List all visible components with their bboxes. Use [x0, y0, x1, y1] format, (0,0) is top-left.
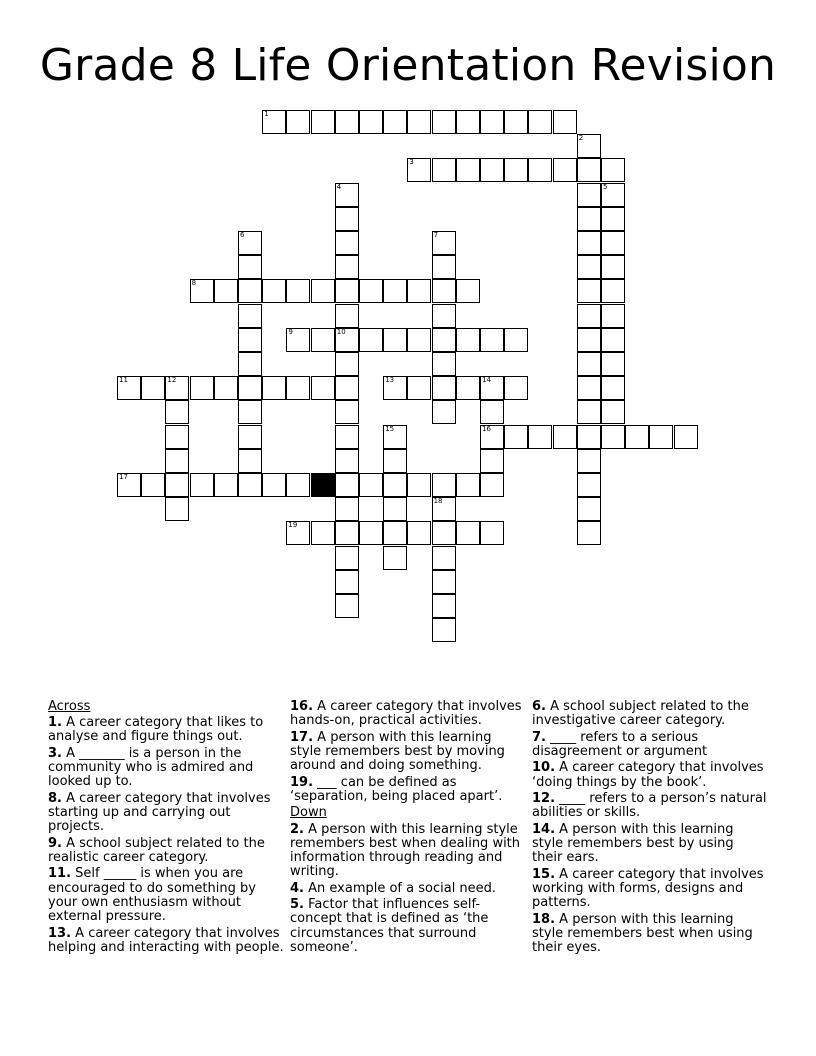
grid-cell[interactable] — [432, 497, 456, 521]
grid-cell[interactable] — [335, 304, 359, 328]
clue-number: 3 — [409, 158, 414, 167]
grid-cell[interactable] — [601, 304, 625, 328]
clue-number: 1 — [264, 110, 269, 118]
grid-cell[interactable] — [407, 328, 431, 352]
grid-cell[interactable] — [238, 279, 262, 303]
grid-cell[interactable] — [238, 400, 262, 424]
grid-cell[interactable] — [407, 521, 431, 545]
grid-cell[interactable] — [117, 473, 141, 497]
down-heading: Down — [290, 805, 327, 821]
grid-cell[interactable] — [407, 473, 431, 497]
grid-cell[interactable] — [456, 110, 480, 134]
grid-cell[interactable] — [432, 158, 456, 182]
grid-cell[interactable] — [504, 110, 528, 134]
clue-down-18: 18. A person with this learning style remembers best when using their eyes. — [532, 911, 753, 956]
clue-down-6: 6. A school subject related to the investigative career category. — [532, 699, 749, 729]
grid-cell[interactable] — [214, 473, 238, 497]
grid-cell[interactable] — [165, 400, 189, 424]
grid-cell[interactable] — [504, 425, 528, 449]
grid-cell[interactable] — [407, 376, 431, 400]
grid-cell[interactable] — [601, 425, 625, 449]
grid-cell[interactable] — [238, 255, 262, 279]
clue-down-2: 2. A person with this learning style remembers best when dealing with information through reading and writing. — [290, 821, 521, 880]
grid-cell[interactable] — [383, 497, 407, 521]
grid-cell[interactable] — [528, 110, 552, 134]
grid-cell[interactable] — [577, 497, 601, 521]
grid-cell[interactable] — [480, 110, 504, 134]
clue-down-12: 12. ____ refers to a person’s natural abilities or skills. — [532, 791, 767, 821]
clue-across-13: 13. A career category that involves helping and interacting with people. — [48, 925, 284, 955]
grid-cell[interactable] — [432, 328, 456, 352]
clue-across-8: 8. A career category that involves starting up and carrying out projects. — [48, 790, 271, 835]
grid-cell[interactable] — [238, 328, 262, 352]
grid-cell[interactable] — [432, 231, 456, 255]
clue-number: 13 — [385, 376, 395, 385]
grid-cell[interactable] — [141, 376, 165, 400]
grid-cell[interactable] — [432, 546, 456, 570]
grid-cell[interactable] — [190, 279, 214, 303]
grid-cell[interactable] — [432, 376, 456, 400]
clue-number: 7 — [433, 231, 439, 239]
grid-cell[interactable] — [577, 207, 601, 231]
grid-cell[interactable] — [165, 449, 189, 473]
grid-cell[interactable] — [165, 497, 189, 521]
grid-cell[interactable] — [480, 425, 504, 449]
grid-cell[interactable] — [577, 183, 601, 207]
grid-cell[interactable] — [311, 521, 335, 545]
grid-cell[interactable] — [335, 328, 359, 352]
clue-down-7: 7. ____ refers to a serious disagreement or argument — [532, 729, 708, 759]
clue-number: 11 — [119, 376, 128, 385]
grid-cell[interactable] — [577, 304, 601, 328]
clue-number: 10 — [336, 327, 346, 336]
grid-cell[interactable] — [577, 400, 601, 424]
grid-cell[interactable] — [432, 110, 456, 134]
grid-cell[interactable] — [214, 376, 238, 400]
grid-cell[interactable] — [456, 328, 480, 352]
grid-cell[interactable] — [601, 158, 625, 182]
grid-cell[interactable] — [335, 425, 359, 449]
grid-cell[interactable] — [165, 473, 189, 497]
grid-cell[interactable] — [238, 425, 262, 449]
grid-cell[interactable] — [238, 231, 262, 255]
grid-cell[interactable] — [262, 110, 286, 134]
grid-cell[interactable] — [190, 473, 214, 497]
grid-cell[interactable] — [577, 425, 601, 449]
grid-cell[interactable] — [432, 521, 456, 545]
grid-cell[interactable] — [286, 473, 310, 497]
grid-cell[interactable] — [311, 279, 335, 303]
grid-cell[interactable] — [553, 158, 577, 182]
grid-cell[interactable] — [504, 376, 528, 400]
grid-cell[interactable] — [432, 594, 456, 618]
clue-down-15: 15. A career category that involves working with forms, designs and patterns. — [532, 866, 764, 911]
grid-cell[interactable] — [262, 279, 286, 303]
grid-cell[interactable] — [335, 521, 359, 545]
grid-cell[interactable] — [601, 328, 625, 352]
clue-column-3 — [532, 700, 768, 958]
grid-cell[interactable] — [335, 570, 359, 594]
grid-cell[interactable] — [432, 279, 456, 303]
grid-cell[interactable] — [480, 400, 504, 424]
grid-cell[interactable] — [117, 376, 141, 400]
grid-cell[interactable] — [577, 134, 601, 158]
grid-cell[interactable] — [480, 521, 504, 545]
grid-cell[interactable] — [335, 400, 359, 424]
grid-cell[interactable] — [601, 207, 625, 231]
grid-cell[interactable] — [359, 521, 383, 545]
grid-cell[interactable] — [214, 279, 238, 303]
grid-cell[interactable] — [456, 279, 480, 303]
grid-cell[interactable] — [335, 594, 359, 618]
grid-cell[interactable] — [383, 110, 407, 134]
grid-cell[interactable] — [432, 570, 456, 594]
grid-cell[interactable] — [335, 352, 359, 376]
grid-cell[interactable] — [577, 279, 601, 303]
grid-cell[interactable] — [601, 400, 625, 424]
grid-cell[interactable] — [359, 328, 383, 352]
grid-cell[interactable] — [528, 158, 552, 182]
clue-across-17: 17. A person with this learning style remembers best by moving around and doing something. — [290, 729, 505, 774]
grid-cell[interactable] — [432, 352, 456, 376]
grid-cell[interactable] — [262, 473, 286, 497]
grid-cell[interactable] — [432, 473, 456, 497]
grid-cell[interactable] — [286, 279, 310, 303]
grid-cell[interactable] — [190, 376, 214, 400]
clue-across-19: 19. ___ can be defined as ‘separation, being placed apart’. — [290, 774, 503, 804]
grid-cell[interactable] — [238, 376, 262, 400]
grid-cell[interactable] — [577, 231, 601, 255]
grid-cell[interactable] — [456, 158, 480, 182]
grid-cell[interactable] — [335, 183, 359, 207]
grid-cell[interactable] — [383, 546, 407, 570]
clue-across-3: 3. A _______ is a person in the community who is admired and looked up to. — [48, 745, 254, 790]
grid-cell[interactable] — [407, 158, 431, 182]
grid-cell[interactable] — [577, 352, 601, 376]
grid-cell[interactable] — [359, 473, 383, 497]
page-title: Grade 8 Life Orientation Revision — [39, 40, 777, 91]
grid-cell[interactable] — [480, 158, 504, 182]
grid-cell[interactable] — [335, 497, 359, 521]
grid-cell[interactable] — [238, 304, 262, 328]
clue-number: 16 — [482, 424, 491, 433]
grid-cell[interactable] — [286, 521, 310, 545]
grid-cell[interactable] — [553, 110, 577, 134]
clue-across-16: 16. A career category that involves hands-on, practical activities. — [290, 699, 522, 729]
grid-cell[interactable] — [141, 473, 165, 497]
clue-across-1: 1. A career category that likes to analyse and figure things out. — [48, 715, 264, 745]
grid-cell[interactable] — [335, 231, 359, 255]
clue-down-14: 14. A person with this learning style remembers best by using their ears. — [532, 821, 734, 866]
grid-cell[interactable] — [238, 352, 262, 376]
grid-cell[interactable] — [383, 521, 407, 545]
grid-cell[interactable] — [601, 376, 625, 400]
grid-cell[interactable] — [432, 255, 456, 279]
grid-cell[interactable] — [383, 449, 407, 473]
grid-cell[interactable] — [480, 473, 504, 497]
grid-cell[interactable] — [383, 376, 407, 400]
grid-cell[interactable] — [456, 376, 480, 400]
grid-cell[interactable] — [335, 473, 359, 497]
clue-across-9: 9. A school subject related to the realistic career category. — [48, 835, 265, 865]
grid-cell[interactable] — [504, 158, 528, 182]
grid-cell[interactable] — [262, 376, 286, 400]
clue-number: 5 — [603, 182, 608, 191]
clue-number: 9 — [288, 327, 293, 336]
grid-cell[interactable] — [601, 279, 625, 303]
across-heading: Across — [48, 699, 91, 714]
grid-cell[interactable] — [407, 279, 431, 303]
grid-cell[interactable] — [165, 425, 189, 449]
grid-cell[interactable] — [335, 279, 359, 303]
clue-number: 2 — [578, 134, 584, 143]
grid-cell[interactable] — [286, 328, 310, 352]
grid-cell[interactable] — [432, 400, 456, 424]
grid-cell[interactable] — [335, 449, 359, 473]
clue-number: 8 — [191, 279, 197, 288]
grid-cell[interactable] — [286, 110, 310, 134]
grid-cell[interactable] — [480, 328, 504, 352]
grid-cell[interactable] — [432, 618, 456, 642]
grid-cell[interactable] — [311, 328, 335, 352]
grid-cell[interactable] — [601, 183, 625, 207]
grid-cell[interactable] — [359, 110, 383, 134]
grid-cell[interactable] — [480, 449, 504, 473]
grid-cell[interactable] — [577, 255, 601, 279]
grid-cell[interactable] — [335, 110, 359, 134]
grid-cell[interactable] — [674, 425, 698, 449]
grid-cell[interactable] — [432, 304, 456, 328]
clue-column-1 — [48, 700, 284, 957]
clue-column-2 — [290, 700, 522, 957]
grid-cell[interactable] — [383, 473, 407, 497]
grid-cell[interactable] — [528, 425, 552, 449]
grid-cell[interactable] — [456, 521, 480, 545]
grid-cell[interactable] — [649, 425, 673, 449]
grid-cell[interactable] — [335, 546, 359, 570]
clue-number: 18 — [433, 497, 443, 506]
grid-cell[interactable] — [335, 255, 359, 279]
grid-cell[interactable] — [456, 473, 480, 497]
grid-cell[interactable] — [383, 425, 407, 449]
grid-cell[interactable] — [407, 110, 431, 134]
grid-cell[interactable] — [504, 328, 528, 352]
grid-cell[interactable] — [480, 376, 504, 400]
grid-cell[interactable] — [359, 279, 383, 303]
clue-down-10: 10. A career category that involves ‘doing things by the book’. — [532, 760, 764, 790]
grid-cell[interactable] — [577, 376, 601, 400]
grid-cell[interactable] — [577, 158, 601, 182]
grid-cell[interactable] — [383, 328, 407, 352]
blocked-cell — [311, 473, 335, 497]
grid-cell[interactable] — [577, 328, 601, 352]
grid-cell[interactable] — [165, 376, 189, 400]
clue-down-4: 4. An example of a social need. — [290, 880, 497, 896]
grid-cell[interactable] — [335, 207, 359, 231]
clue-across-11: 11. Self _____ is when you are encouraged to do something by your own enthusiasm without external pressure. — [48, 866, 256, 925]
clue-number: 17 — [119, 473, 128, 481]
grid-cell[interactable] — [238, 449, 262, 473]
grid-cell[interactable] — [577, 521, 601, 545]
grid-cell[interactable] — [383, 279, 407, 303]
grid-cell[interactable] — [335, 376, 359, 400]
clue-number: 14 — [482, 376, 491, 385]
grid-cell[interactable] — [577, 473, 601, 497]
grid-cell[interactable] — [311, 110, 335, 134]
grid-cell[interactable] — [311, 376, 335, 400]
grid-cell[interactable] — [238, 473, 262, 497]
clue-number: 19 — [288, 521, 298, 530]
grid-cell[interactable] — [601, 352, 625, 376]
clue-number: 6 — [240, 231, 245, 239]
grid-cell[interactable] — [601, 255, 625, 279]
grid-cell[interactable] — [601, 231, 625, 255]
clue-number: 12 — [167, 376, 177, 385]
grid-cell[interactable] — [577, 449, 601, 473]
clue-number: 15 — [385, 424, 395, 433]
grid-cell[interactable] — [553, 425, 577, 449]
clue-down-5: 5. Factor that influences self-concept that is defined as ‘the circumstances that surround someone’. — [290, 897, 489, 955]
clue-number: 4 — [336, 182, 342, 191]
grid-cell[interactable] — [625, 425, 649, 449]
grid-cell[interactable] — [286, 376, 310, 400]
